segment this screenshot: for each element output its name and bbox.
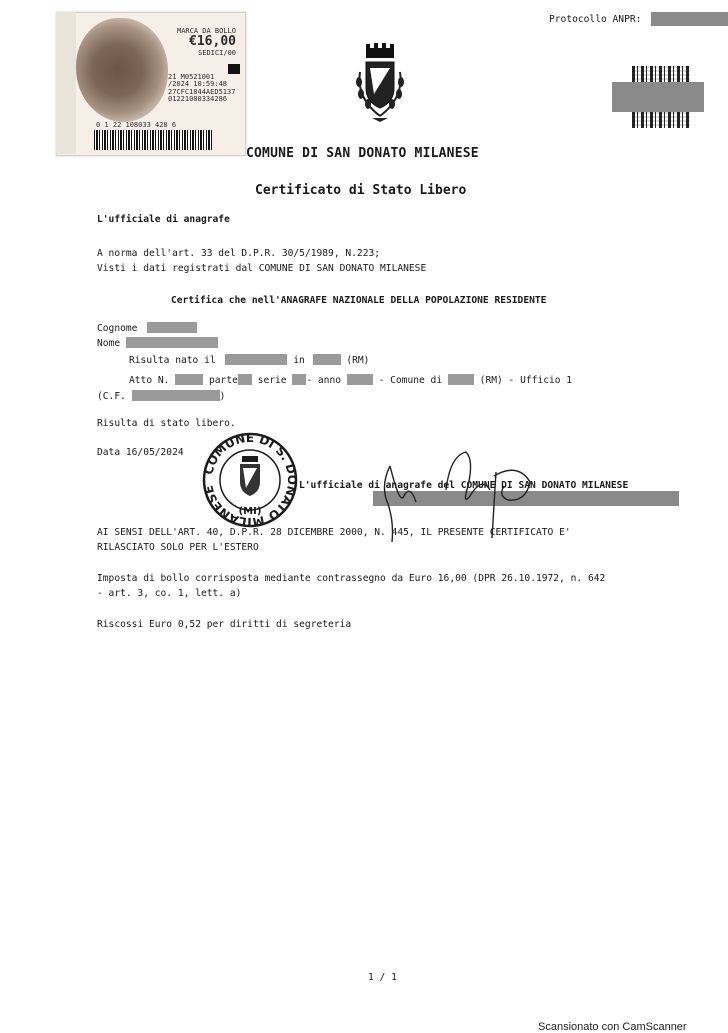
seal-ring-text: COMUNE DI S. DONATO MILANESE xyxy=(201,430,300,530)
qr-code-icon xyxy=(632,66,690,82)
scanner-watermark: Scansionato con CamScanner xyxy=(538,1021,687,1033)
act-anno-label: - anno xyxy=(306,375,341,386)
protocol-label: Protocollo ANPR: xyxy=(549,14,642,25)
legal-reference-line: A norma dell'art. 33 del D.P.R. 30/5/1989, N.223; xyxy=(97,248,381,259)
birth-in-label: in xyxy=(293,355,305,366)
birth-date-redaction xyxy=(225,354,287,365)
certification-statement: Certifica che nell'ANAGRAFE NAZIONALE DELLA POPOLAZIONE RESIDENTE xyxy=(171,295,547,306)
act-parte-label: parte xyxy=(209,375,238,386)
seal-province: (MI) xyxy=(238,506,262,517)
foreign-use-line-2: RILASCIATO SOLO PER L'ESTERO xyxy=(97,542,259,553)
stamp-header xyxy=(168,28,236,57)
stamp-label: MARCA DA BOLLO xyxy=(176,27,236,35)
foreign-use-line-1: AI SENSI DELL'ART. 40, D.P.R. 28 DICEMBRE 2000, N. 445, IL PRESENTE CERTIFICATO E' xyxy=(97,527,571,538)
civil-status: Risulta di stato libero. xyxy=(97,418,236,429)
fiscal-code-close: ) xyxy=(219,391,226,402)
name-redaction xyxy=(126,337,218,348)
issue-date: Data 16/05/2024 xyxy=(97,447,184,458)
act-office: (RM) - Ufficio 1 xyxy=(479,375,573,386)
fiscal-code-row xyxy=(97,390,225,402)
name-label: Nome xyxy=(97,338,121,349)
surname-label: Cognome xyxy=(97,323,138,334)
stamp-value-words: SEDICI/00 xyxy=(198,48,236,57)
signature-caption: L'ufficiale di anagrafe del COMUNE DI SAN DONATO MILANESE xyxy=(299,480,629,491)
stamp-value: €16,00 xyxy=(189,34,236,50)
act-serie-label: serie xyxy=(257,375,287,386)
act-label: Atto N. xyxy=(129,375,170,386)
page-number: 1 / 1 xyxy=(368,972,397,983)
municipal-coat-of-arms-icon xyxy=(350,42,410,126)
act-serie-redaction xyxy=(292,374,306,385)
stamp-duty-line-2: - art. 3, co. 1, lett. a) xyxy=(97,588,242,599)
act-comune-redaction xyxy=(448,374,474,385)
surname-redaction xyxy=(147,322,197,333)
act-comune-label: - Comune di xyxy=(378,375,443,386)
stamp-edge xyxy=(56,12,76,154)
stamp-code-3: 01221080334286 xyxy=(168,95,228,104)
officer-heading: L'ufficiale di anagrafe xyxy=(97,214,230,225)
birth-province: (RM) xyxy=(346,355,370,366)
stamp-duty-line-1: Imposta di bollo corrisposta mediante contrassegno da Euro 16,00 (DPR 26.10.1972, n. 642 xyxy=(97,573,606,584)
act-number-redaction xyxy=(175,374,203,385)
qr-code-lower-icon xyxy=(632,112,690,128)
fiscal-code-label: (C.F. xyxy=(97,391,126,402)
protocol-number-redaction xyxy=(651,12,728,26)
birth-row xyxy=(129,354,369,366)
birth-act-row xyxy=(129,374,572,386)
name-row xyxy=(97,337,218,349)
fiscal-code-redaction xyxy=(132,390,220,401)
document-title: Certificato di Stato Libero xyxy=(255,183,467,198)
stamp-code-2: 27CFC1844AED5137 xyxy=(168,87,236,96)
birth-label: Risulta nato il xyxy=(129,355,216,366)
act-year-redaction xyxy=(347,374,373,385)
stamp-codes xyxy=(168,74,238,103)
municipality-heading: COMUNE DI SAN DONATO MILANESE xyxy=(246,146,479,161)
stamp-serial: 0 1 22 108033 428 6 xyxy=(96,121,177,129)
stamp-barcode xyxy=(94,130,212,150)
act-parte-redaction xyxy=(238,374,252,385)
stamp-code-1: 21 M0521001 xyxy=(168,73,215,81)
birth-place-redaction xyxy=(313,354,341,365)
qr-code-redaction xyxy=(612,82,704,112)
stamp-cancellation-mark xyxy=(76,18,168,122)
stamp-datetime: /2024 10:59:48 xyxy=(168,80,228,89)
official-seal-icon xyxy=(200,430,300,530)
surname-row xyxy=(97,322,197,334)
fees-line: Riscossi Euro 0,52 per diritti di segreteria xyxy=(97,619,352,630)
stamp-black-tab xyxy=(228,64,240,74)
data-source-line: Visti i dati registrati dal COMUNE DI SAN DONATO MILANESE xyxy=(97,263,427,274)
